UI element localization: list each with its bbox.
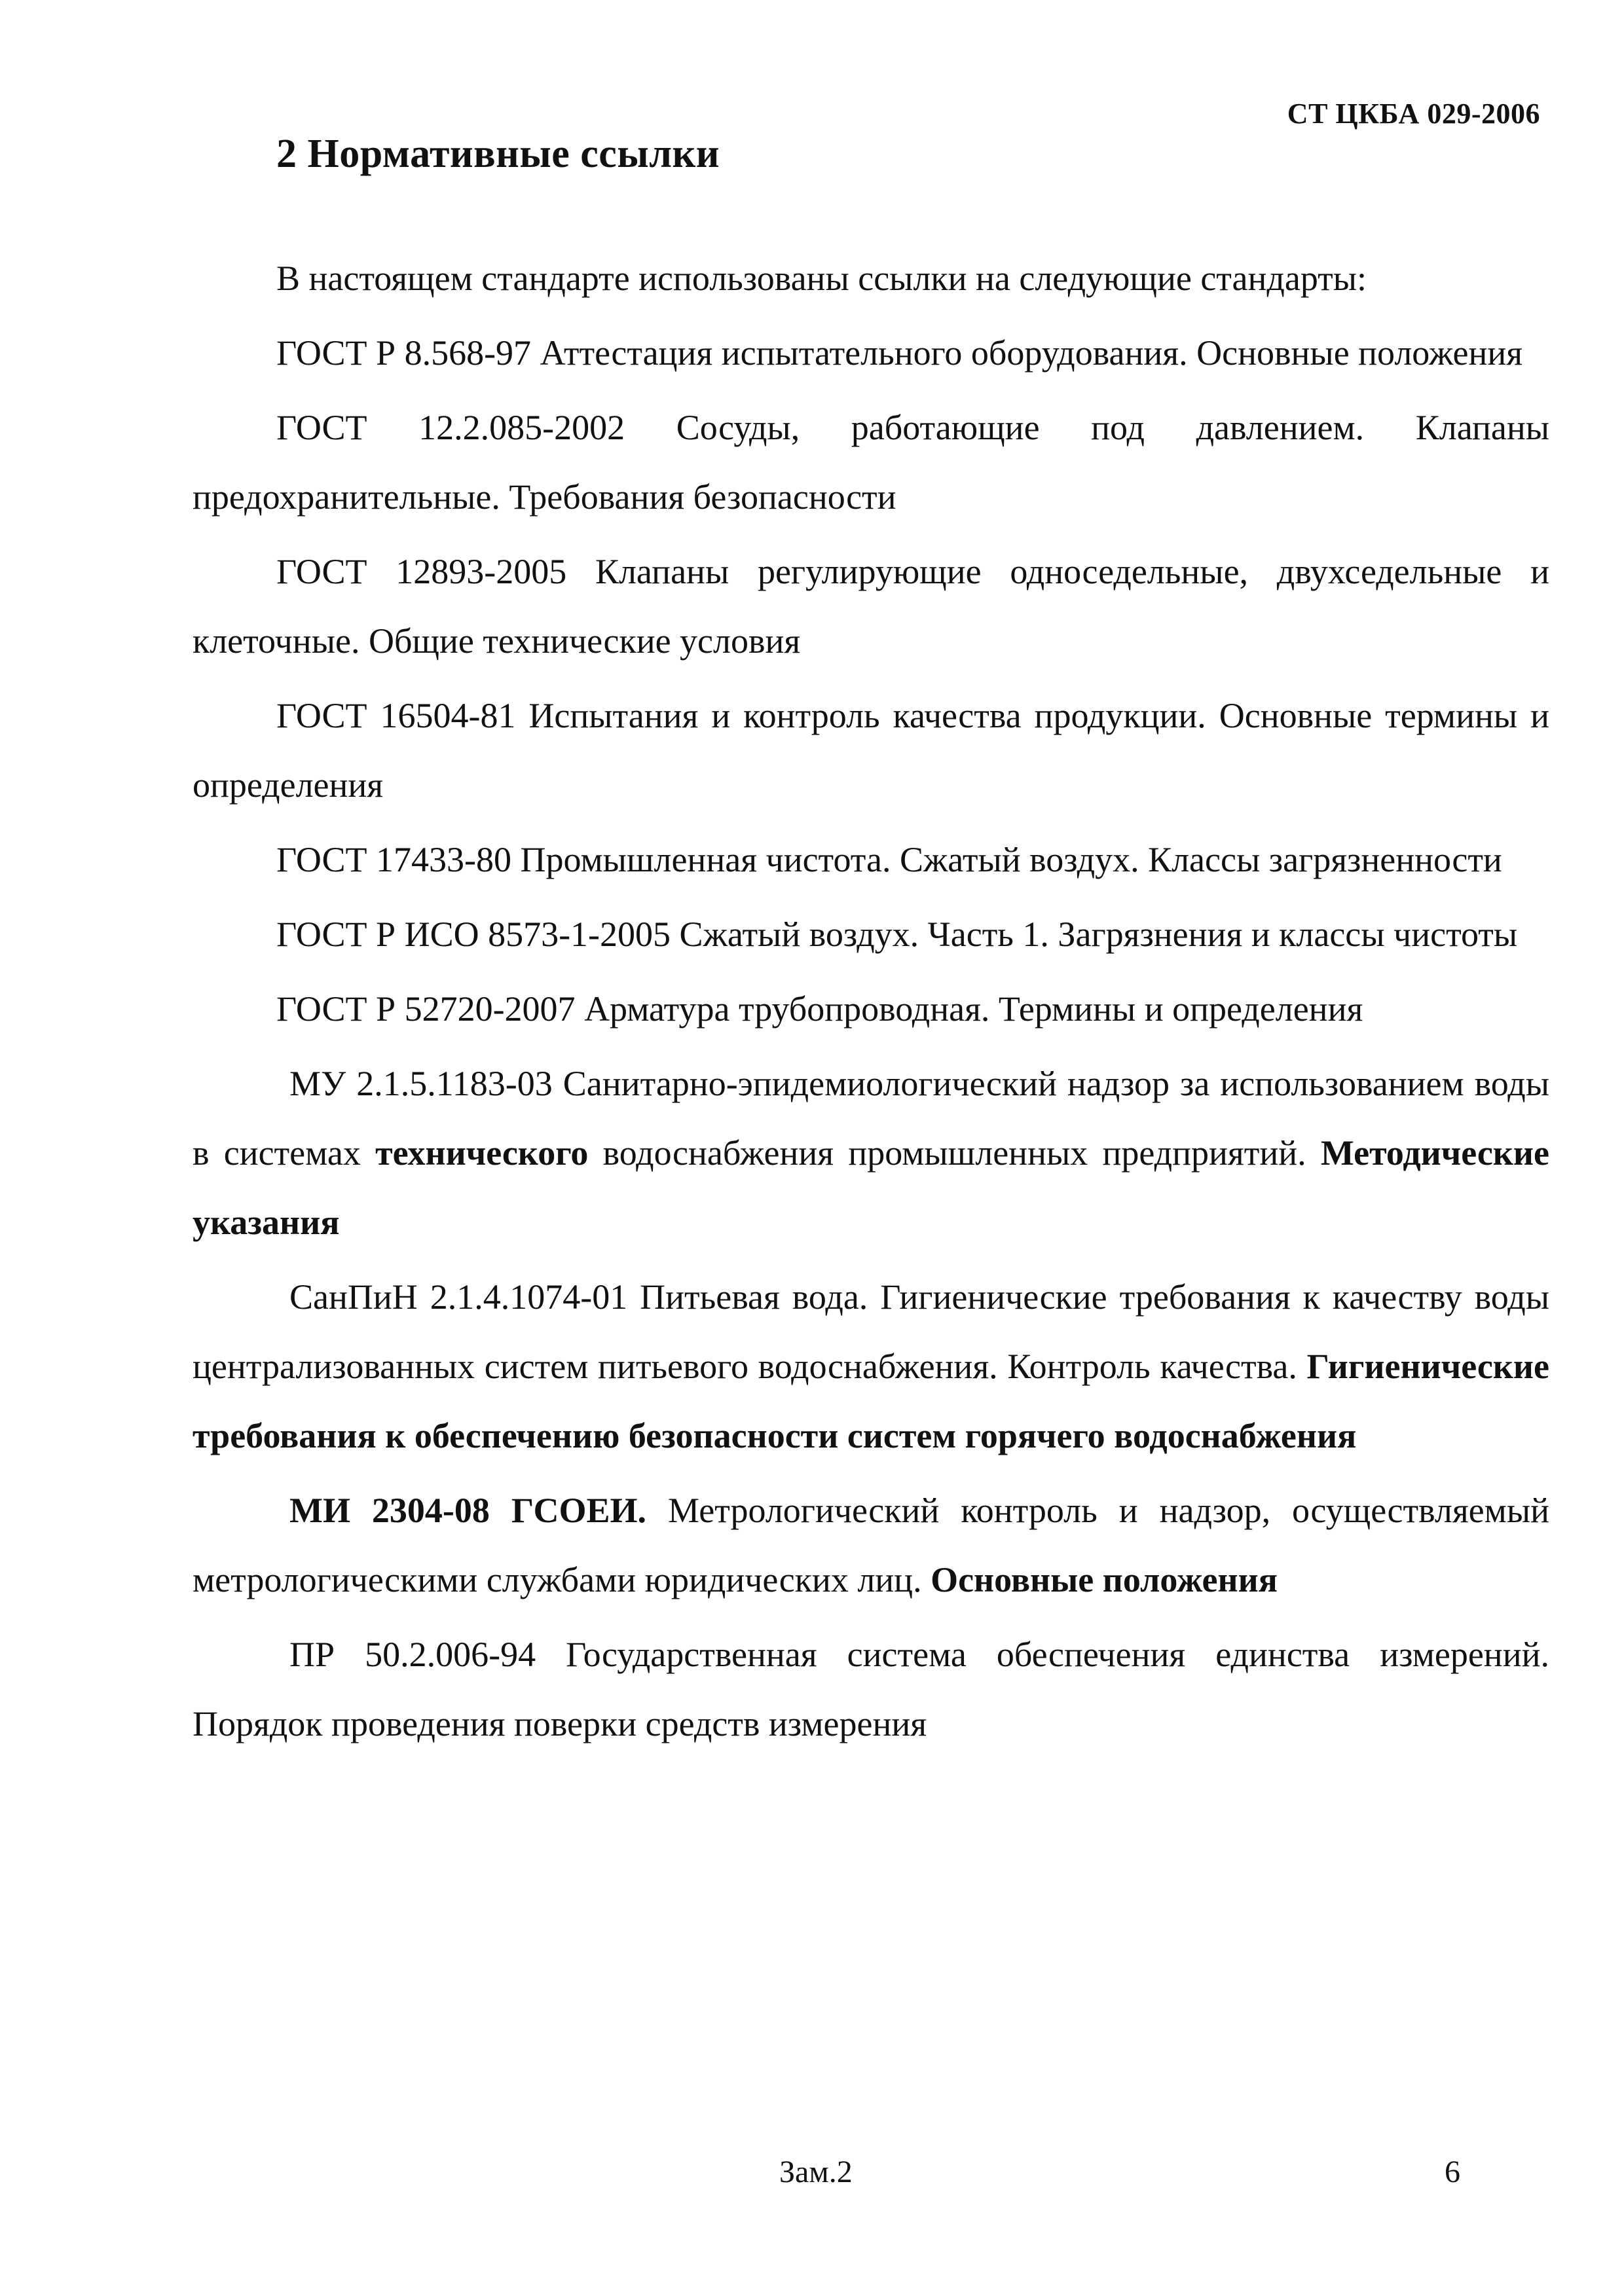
reference-text: Сжатый воздух. Часть 1. Загрязнения и классы чистоты [679, 915, 1518, 954]
reference-text: Арматура трубопроводная. Термины и определения [584, 989, 1363, 1029]
reference-item-sanpin [193, 1262, 1549, 1470]
reference-text: Аттестация испытательного оборудования. Основные положения [540, 333, 1523, 373]
reference-text: Промышленная чистота. Сжатый воздух. Классы загрязненности [520, 840, 1502, 879]
mi-bold-2: Основные положения [931, 1560, 1278, 1599]
mi-text-1: Метрологический контроль и надзор, осуществляемый метрологическими службами юридических лиц. [193, 1491, 1550, 1599]
reference-code: ГОСТ Р 8.568-97 [276, 333, 532, 373]
mi-bold-1: МИ 2304-08 ГСОЕИ. [289, 1491, 647, 1530]
amendment-label: Зам.2 [779, 2155, 853, 2189]
document-body [193, 244, 1549, 1764]
mu-bold-1: технического [375, 1133, 589, 1173]
document-code: СТ ЦКБА 029-2006 [1287, 98, 1540, 130]
reference-item-pr: ПР 50.2.006-94 Государственная система обеспечения единства измерений. Порядок проведения поверки средств измерения [193, 1635, 1549, 1743]
reference-item [193, 681, 1549, 820]
reference-text: Сосуды, работающие под давлением. Клапаны предохранительные. Требования безопасности [193, 408, 1550, 517]
sanpin-bold-1: Гигиенические требования к обеспечению безопасности систем горячего водоснабжения [193, 1347, 1549, 1455]
reference-code: ГОСТ 17433-80 [276, 840, 512, 879]
reference-code: ГОСТ Р 52720-2007 [276, 989, 576, 1029]
reference-item [193, 900, 1549, 969]
reference-code: ГОСТ 12.2.085-2002 [276, 408, 625, 447]
section-title: 2 Нормативные ссылки [276, 132, 720, 176]
reference-item [193, 393, 1549, 532]
reference-text: Клапаны регулирующие односедельные, двухседельные и клеточные. Общие технические условия [193, 552, 1549, 661]
mu-bold-2: Методические указания [193, 1133, 1549, 1242]
reference-code: ГОСТ 16504-81 [276, 696, 516, 735]
reference-item [193, 318, 1549, 388]
mu-text-1: МУ 2.1.5.1183-03 Санитарно-эпидемиологический надзор за использованием воды в системах [193, 1064, 1549, 1173]
reference-item [193, 825, 1549, 894]
reference-item-mi [193, 1476, 1549, 1614]
reference-code: ГОСТ 12893-2005 [276, 552, 567, 591]
page-number: 6 [1445, 2155, 1460, 2189]
reference-item-mu [193, 1049, 1549, 1257]
sanpin-text-1: СанПиН 2.1.4.1074-01 Питьевая вода. Гигиенические требования к качеству воды централизованных систем питьевого водоснабжения. Контроль качества. [193, 1277, 1549, 1386]
reference-item [193, 974, 1549, 1044]
reference-code: ГОСТ Р ИСО 8573-1-2005 [276, 915, 671, 954]
reference-item [193, 537, 1549, 676]
intro-paragraph: В настоящем стандарте использованы ссылки на следующие стандарты: [276, 259, 1367, 298]
reference-text: Испытания и контроль качества продукции. Основные термины и определения [193, 696, 1549, 805]
mu-text-2: водоснабжения промышленных предприятий. [588, 1133, 1321, 1173]
